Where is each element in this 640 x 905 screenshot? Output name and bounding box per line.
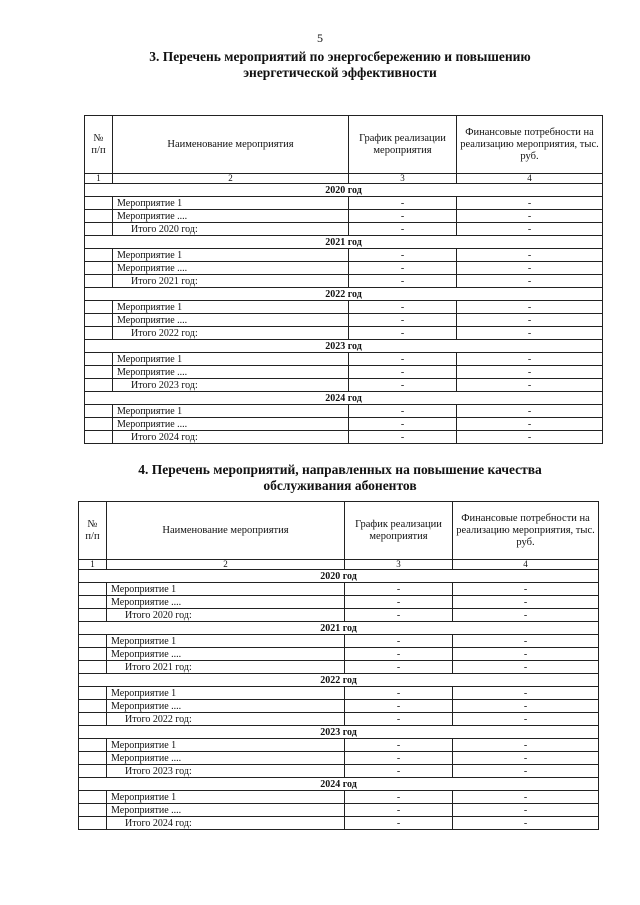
event-name: Мероприятие .... [107, 752, 345, 765]
schedule-cell: - [345, 765, 453, 778]
schedule-cell: - [349, 301, 457, 314]
year-label: 2022 год [79, 674, 599, 687]
table-header-row [79, 502, 599, 560]
row-number [79, 596, 107, 609]
col-number-2: 2 [113, 174, 349, 184]
year-label: 2021 год [79, 622, 599, 635]
schedule-cell: - [349, 275, 457, 288]
col-number-header: № п/п [85, 116, 113, 174]
year-row-2023 [79, 726, 599, 739]
table-row [85, 314, 603, 327]
year-row-2022 [85, 288, 603, 301]
finance-cell: - [457, 431, 603, 444]
col-number-1: 1 [79, 560, 107, 570]
total-row [79, 713, 599, 726]
table-row [85, 262, 603, 275]
table-row [79, 648, 599, 661]
schedule-cell: - [345, 817, 453, 830]
event-name: Мероприятие 1 [107, 635, 345, 648]
row-number [79, 713, 107, 726]
col-finance-header: Финансовые потребности на реализацию мероприятия, тыс. руб. [453, 502, 599, 560]
finance-cell: - [453, 713, 599, 726]
finance-cell: - [457, 210, 603, 223]
column-numbers-row [79, 560, 599, 570]
year-label: 2020 год [85, 184, 603, 197]
row-number [79, 752, 107, 765]
finance-cell: - [453, 765, 599, 778]
year-label: 2020 год [79, 570, 599, 583]
schedule-cell: - [345, 713, 453, 726]
schedule-cell: - [349, 327, 457, 340]
finance-cell: - [453, 635, 599, 648]
section-4-title-line-2: обслуживания абонентов [263, 478, 417, 493]
row-number [79, 765, 107, 778]
schedule-cell: - [345, 804, 453, 817]
col-number-3: 3 [345, 560, 453, 570]
finance-cell: - [457, 405, 603, 418]
event-name: Мероприятие .... [113, 262, 349, 275]
schedule-cell: - [345, 648, 453, 661]
year-row-2024 [79, 778, 599, 791]
year-label: 2023 год [79, 726, 599, 739]
total-row [85, 275, 603, 288]
row-number [79, 583, 107, 596]
finance-cell: - [453, 817, 599, 830]
row-number [85, 223, 113, 236]
col-schedule-header: График реализации мероприятия [349, 116, 457, 174]
finance-cell: - [453, 687, 599, 700]
event-name: Мероприятие 1 [107, 739, 345, 752]
service-quality-table [78, 501, 599, 830]
schedule-cell: - [345, 635, 453, 648]
row-number [85, 366, 113, 379]
event-name: Мероприятие 1 [107, 687, 345, 700]
finance-cell: - [453, 609, 599, 622]
total-row [79, 661, 599, 674]
year-row-2021 [85, 236, 603, 249]
total-row [85, 223, 603, 236]
year-row-2024 [85, 392, 603, 405]
schedule-cell: - [349, 210, 457, 223]
schedule-cell: - [345, 752, 453, 765]
event-name: Мероприятие 1 [113, 249, 349, 262]
finance-cell: - [457, 353, 603, 366]
schedule-cell: - [345, 687, 453, 700]
schedule-cell: - [345, 609, 453, 622]
schedule-cell: - [345, 583, 453, 596]
schedule-cell: - [345, 700, 453, 713]
table-row [85, 301, 603, 314]
finance-cell: - [457, 366, 603, 379]
row-number [79, 791, 107, 804]
row-number [79, 687, 107, 700]
row-number [85, 431, 113, 444]
table-row [85, 210, 603, 223]
schedule-cell: - [349, 405, 457, 418]
finance-cell: - [453, 596, 599, 609]
table-row [85, 353, 603, 366]
col-number-1: 1 [85, 174, 113, 184]
row-number [79, 661, 107, 674]
event-name: Мероприятие 1 [107, 583, 345, 596]
schedule-cell: - [345, 791, 453, 804]
event-name: Мероприятие 1 [113, 197, 349, 210]
section-3-title-line-1: 3. Перечень мероприятий по энергосбережению и повышению [149, 49, 531, 64]
row-number [85, 197, 113, 210]
row-number [85, 275, 113, 288]
schedule-cell: - [349, 431, 457, 444]
row-number [79, 739, 107, 752]
total-label: Итого 2020 год: [107, 609, 345, 622]
table-row [79, 752, 599, 765]
finance-cell: - [457, 197, 603, 210]
total-row [79, 609, 599, 622]
row-number [79, 804, 107, 817]
total-row [85, 431, 603, 444]
schedule-cell: - [349, 353, 457, 366]
col-name-header: Наименование мероприятия [113, 116, 349, 174]
year-label: 2024 год [79, 778, 599, 791]
finance-cell: - [453, 661, 599, 674]
row-number [85, 210, 113, 223]
total-row [79, 817, 599, 830]
finance-cell: - [457, 249, 603, 262]
total-label: Итого 2024 год: [113, 431, 349, 444]
event-name: Мероприятие 1 [113, 301, 349, 314]
finance-cell: - [457, 314, 603, 327]
table-row [85, 366, 603, 379]
row-number [85, 262, 113, 275]
row-number [85, 353, 113, 366]
finance-cell: - [457, 327, 603, 340]
total-label: Итого 2024 год: [107, 817, 345, 830]
event-name: Мероприятие 1 [107, 791, 345, 804]
year-label: 2022 год [85, 288, 603, 301]
event-name: Мероприятие .... [113, 314, 349, 327]
row-number [79, 700, 107, 713]
energy-saving-table [84, 115, 603, 444]
year-row-2022 [79, 674, 599, 687]
total-label: Итого 2022 год: [113, 327, 349, 340]
event-name: Мероприятие 1 [113, 405, 349, 418]
section-3-title [80, 49, 600, 81]
year-row-2020 [79, 570, 599, 583]
event-name: Мероприятие .... [107, 648, 345, 661]
table-row [85, 418, 603, 431]
table-row [79, 583, 599, 596]
total-label: Итого 2021 год: [113, 275, 349, 288]
table-row [79, 700, 599, 713]
col-number-4: 4 [453, 560, 599, 570]
table-row [85, 405, 603, 418]
col-finance-header: Финансовые потребности на реализацию мероприятия, тыс. руб. [457, 116, 603, 174]
finance-cell: - [453, 700, 599, 713]
schedule-cell: - [349, 366, 457, 379]
total-label: Итого 2022 год: [107, 713, 345, 726]
year-label: 2023 год [85, 340, 603, 353]
table-header-row [85, 116, 603, 174]
col-schedule-header: График реализации мероприятия [345, 502, 453, 560]
section-4-title-line-1: 4. Перечень мероприятий, направленных на повышение качества [138, 462, 542, 477]
col-number-3: 3 [349, 174, 457, 184]
table-row [85, 249, 603, 262]
schedule-cell: - [345, 661, 453, 674]
finance-cell: - [457, 223, 603, 236]
table-row [85, 197, 603, 210]
event-name: Мероприятие .... [113, 366, 349, 379]
finance-cell: - [453, 583, 599, 596]
year-row-2021 [79, 622, 599, 635]
finance-cell: - [453, 648, 599, 661]
event-name: Мероприятие .... [113, 418, 349, 431]
table-row [79, 804, 599, 817]
total-label: Итого 2020 год: [113, 223, 349, 236]
schedule-cell: - [349, 314, 457, 327]
finance-cell: - [453, 804, 599, 817]
year-label: 2021 год [85, 236, 603, 249]
event-name: Мероприятие .... [107, 700, 345, 713]
total-row [79, 765, 599, 778]
col-number-header: № п/п [79, 502, 107, 560]
row-number [85, 379, 113, 392]
schedule-cell: - [349, 379, 457, 392]
finance-cell: - [457, 301, 603, 314]
table-row [79, 739, 599, 752]
table-row [79, 635, 599, 648]
finance-cell: - [453, 791, 599, 804]
row-number [85, 301, 113, 314]
col-number-4: 4 [457, 174, 603, 184]
schedule-cell: - [349, 262, 457, 275]
year-row-2020 [85, 184, 603, 197]
year-label: 2024 год [85, 392, 603, 405]
row-number [85, 405, 113, 418]
total-label: Итого 2023 год: [107, 765, 345, 778]
schedule-cell: - [349, 223, 457, 236]
section-3-title-line-2: энергетической эффективности [243, 65, 437, 80]
finance-cell: - [457, 262, 603, 275]
event-name: Мероприятие 1 [113, 353, 349, 366]
table-row [79, 791, 599, 804]
schedule-cell: - [345, 739, 453, 752]
finance-cell: - [457, 418, 603, 431]
finance-cell: - [453, 752, 599, 765]
section-4-title [80, 462, 600, 494]
total-row [85, 379, 603, 392]
row-number [85, 249, 113, 262]
row-number [79, 817, 107, 830]
page-number: 5 [317, 31, 323, 45]
schedule-cell: - [349, 197, 457, 210]
event-name: Мероприятие .... [107, 804, 345, 817]
total-label: Итого 2021 год: [107, 661, 345, 674]
table-row [79, 596, 599, 609]
finance-cell: - [453, 739, 599, 752]
table-row [79, 687, 599, 700]
schedule-cell: - [349, 249, 457, 262]
row-number [79, 635, 107, 648]
schedule-cell: - [349, 418, 457, 431]
col-number-2: 2 [107, 560, 345, 570]
row-number [85, 327, 113, 340]
total-row [85, 327, 603, 340]
row-number [79, 609, 107, 622]
total-label: Итого 2023 год: [113, 379, 349, 392]
event-name: Мероприятие .... [113, 210, 349, 223]
row-number [85, 314, 113, 327]
col-name-header: Наименование мероприятия [107, 502, 345, 560]
schedule-cell: - [345, 596, 453, 609]
finance-cell: - [457, 275, 603, 288]
finance-cell: - [457, 379, 603, 392]
row-number [85, 418, 113, 431]
column-numbers-row [85, 174, 603, 184]
row-number [79, 648, 107, 661]
year-row-2023 [85, 340, 603, 353]
event-name: Мероприятие .... [107, 596, 345, 609]
